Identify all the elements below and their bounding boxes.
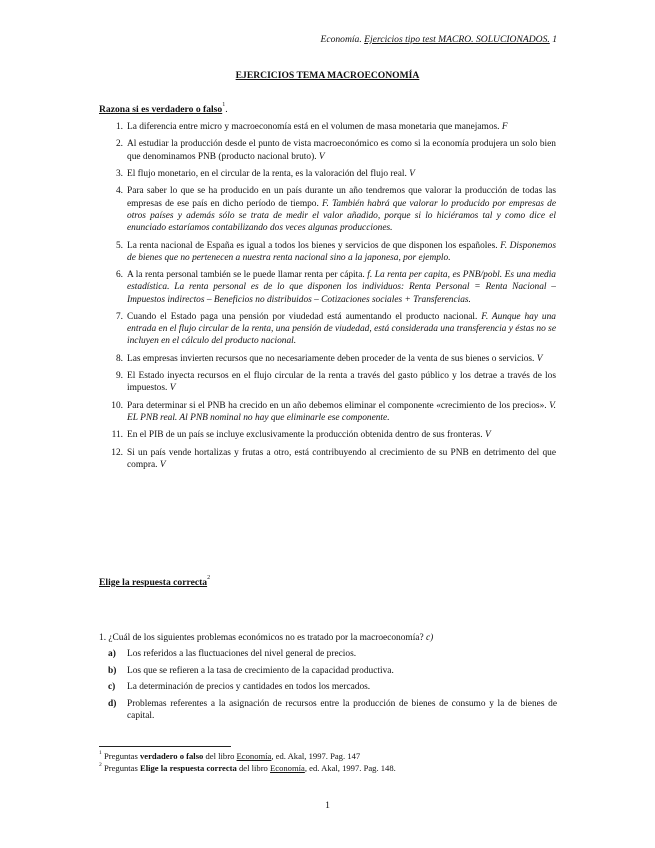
list-item: [108, 121, 556, 133]
list-item: [108, 429, 556, 441]
item-number: 5.: [115, 240, 123, 251]
option-text: La determinación de precios y cantidades en todos los mercados.: [127, 682, 371, 693]
footnote-bold: verdadero o falso: [140, 751, 204, 761]
list-item: [108, 370, 556, 394]
option-letter: a): [108, 649, 116, 660]
question-text: [99, 632, 557, 644]
option-text: Los referidos a las fluctuaciones del nivel general de precios.: [127, 649, 357, 660]
item-number: 6.: [115, 270, 123, 281]
header-prefix: Economía.: [320, 34, 365, 45]
item-answer: F. También habrá que valorar lo producido por empresas de otros países y además sólo se trata de medir el valor añadido, porque si lo hiciéramos tal y como dice el enunciado estaríamos contabilizando dos veces algunas producciones.: [127, 198, 556, 234]
option-text: Problemas referentes a la asignación de recursos entre la producción de bienes de consumo y la de bienes de capital.: [127, 699, 557, 722]
page-number: 1: [325, 800, 330, 811]
footnote-book: Economía: [236, 751, 272, 761]
item-statement: En el PIB de un país se incluye exclusivamente la producción obtenida dentro de sus fronteras.: [127, 430, 485, 441]
question-answer: c): [426, 633, 434, 643]
item-statement: Para saber lo que se ha producido en un país durante un año tendremos que valorar la producción de todas las empresas de ese país en dicho período de tiempo.: [127, 186, 556, 209]
item-answer: f. La renta per capita, es PNB/pobl. Es una media estadística. La renta personal es de lo que disponen los individuos: Renta Personal = Renta Nacional – Impuestos indirectos – Beneficios no distribuidos – Cotizaciones sociales + Transferencias.: [127, 270, 556, 305]
section-heading-text: Razona si es verdadero o falso: [99, 104, 223, 115]
item-number: 12.: [111, 447, 123, 458]
item-answer: F. Disponemos de bienes que no pertenecen a nuestra renta nacional sino a la japonesa, por ejemplo.: [127, 240, 556, 263]
item-number: 1.: [115, 122, 123, 132]
answer-option: [99, 681, 557, 693]
answer-option: [99, 698, 557, 722]
section-heading-true-false: [99, 104, 228, 116]
footnotes: [99, 751, 557, 774]
footnote-mark: 1: [99, 750, 102, 756]
item-number: 10.: [111, 400, 123, 411]
item-number: 2.: [115, 139, 123, 150]
footnote-pre: Preguntas: [101, 751, 140, 761]
item-statement: La diferencia entre micro y macroeconomía está en el volumen de masa monetaria que manejamos.: [127, 122, 502, 132]
footnote-post: , ed. Akal, 1997. Pag. 148.: [304, 762, 396, 773]
list-item: [108, 168, 556, 180]
header-page: 1: [549, 34, 557, 45]
item-statement: Si un país vende hortalizas y frutas a otro, está contribuyendo al crecimiento de su PNB en detrimento del que compra.: [127, 447, 556, 471]
multiple-choice-question: [99, 632, 557, 727]
question-stem: 1. ¿Cuál de los siguientes problemas económicos no es tratado por la macroeconomía?: [99, 633, 426, 643]
item-statement: A la renta personal también se le puede llamar renta per cápita.: [127, 270, 368, 281]
option-letter: b): [108, 665, 117, 676]
footnote-pre: Preguntas: [101, 762, 140, 773]
footnote-mid: del libro: [236, 762, 271, 773]
list-item: [108, 353, 556, 365]
item-answer: V: [169, 383, 176, 394]
running-header: [320, 34, 557, 46]
item-statement: La renta nacional de España es igual a todos los bienes y servicios de que disponen los españoles.: [127, 240, 501, 251]
answer-option: [99, 648, 557, 660]
option-letter: d): [108, 699, 117, 710]
item-answer: V. EL PNB real. Al PNB nominal no hay que eliminarle ese componente.: [127, 400, 556, 424]
footnote-ref: 1: [222, 102, 226, 108]
section-heading-multiple-choice: [99, 577, 210, 589]
item-answer: V: [318, 151, 325, 162]
list-item: [108, 311, 556, 348]
item-number: 3.: [115, 169, 123, 180]
item-number: 7.: [115, 311, 123, 322]
item-statement: Cuando el Estado paga una pensión por viudedad está aumentando el producto nacional.: [127, 311, 482, 322]
list-item: [108, 185, 556, 234]
item-answer: V: [484, 430, 491, 441]
answer-options: [99, 648, 557, 722]
list-item: [108, 240, 556, 264]
item-number: 9.: [115, 371, 123, 382]
section-heading-text: Elige la respuesta correcta: [99, 577, 208, 588]
list-item: [108, 269, 556, 306]
header-title: Ejercicios tipo test MACRO. SOLUCIONADOS.: [364, 34, 550, 45]
footnote: [99, 751, 557, 763]
option-text: Los que se refieren a la tasa de crecimiento de la capacidad productiva.: [127, 665, 394, 676]
answer-option: [99, 665, 557, 677]
true-false-list: [108, 121, 556, 477]
item-statement: Para determinar si el PNB ha crecido en un año debemos eliminar el componente «crecimiento de los precios».: [127, 400, 550, 411]
item-answer: V: [159, 460, 166, 471]
item-statement: El flujo monetario, en el circular de la renta, es la valoración del flujo real.: [127, 169, 410, 180]
item-statement: El Estado inyecta recursos en el flujo circular de la renta a través del gasto público y los detrae a través de los impuestos.: [127, 371, 556, 394]
footnote-ref: 2: [207, 575, 211, 581]
heading-period: .: [225, 104, 228, 115]
list-item: [108, 138, 556, 162]
footnote-book: Economía: [270, 762, 305, 773]
item-answer: F: [501, 122, 508, 132]
footnote-mid: del libro: [203, 751, 237, 761]
item-answer: F. Aunque hay una entrada en el flujo circular de la renta, una pensión de viudedad, está considerada una transferencia y éstas no se incluyen en el cálculo del producto nacional.: [127, 311, 556, 347]
option-letter: c): [108, 682, 116, 693]
item-statement: Las empresas invierten recursos que no necesariamente deben proceder de la venta de sus bienes o servicios.: [127, 353, 537, 364]
item-answer: V: [409, 169, 415, 180]
footnote-post: , ed. Akal, 1997. Pag. 147: [271, 751, 361, 761]
item-statement: Al estudiar la producción desde el punto de vista macroeconómico es como si la economía produjera un solo bien que denominamos PNB (producto nacional bruto).: [127, 139, 556, 162]
footnote-separator: [99, 746, 231, 747]
footnote-mark: 2: [99, 761, 102, 768]
item-number: 11.: [111, 430, 123, 441]
list-item: [108, 400, 556, 424]
document-title: EJERCICIOS TEMA MACROECONOMÍA: [235, 70, 420, 81]
item-answer: V: [536, 353, 543, 364]
item-number: 8.: [115, 353, 123, 364]
list-item: [108, 447, 556, 471]
item-number: 4.: [115, 186, 123, 197]
footnote: [99, 763, 557, 775]
footnote-bold: Elige la respuesta correcta: [140, 762, 237, 773]
